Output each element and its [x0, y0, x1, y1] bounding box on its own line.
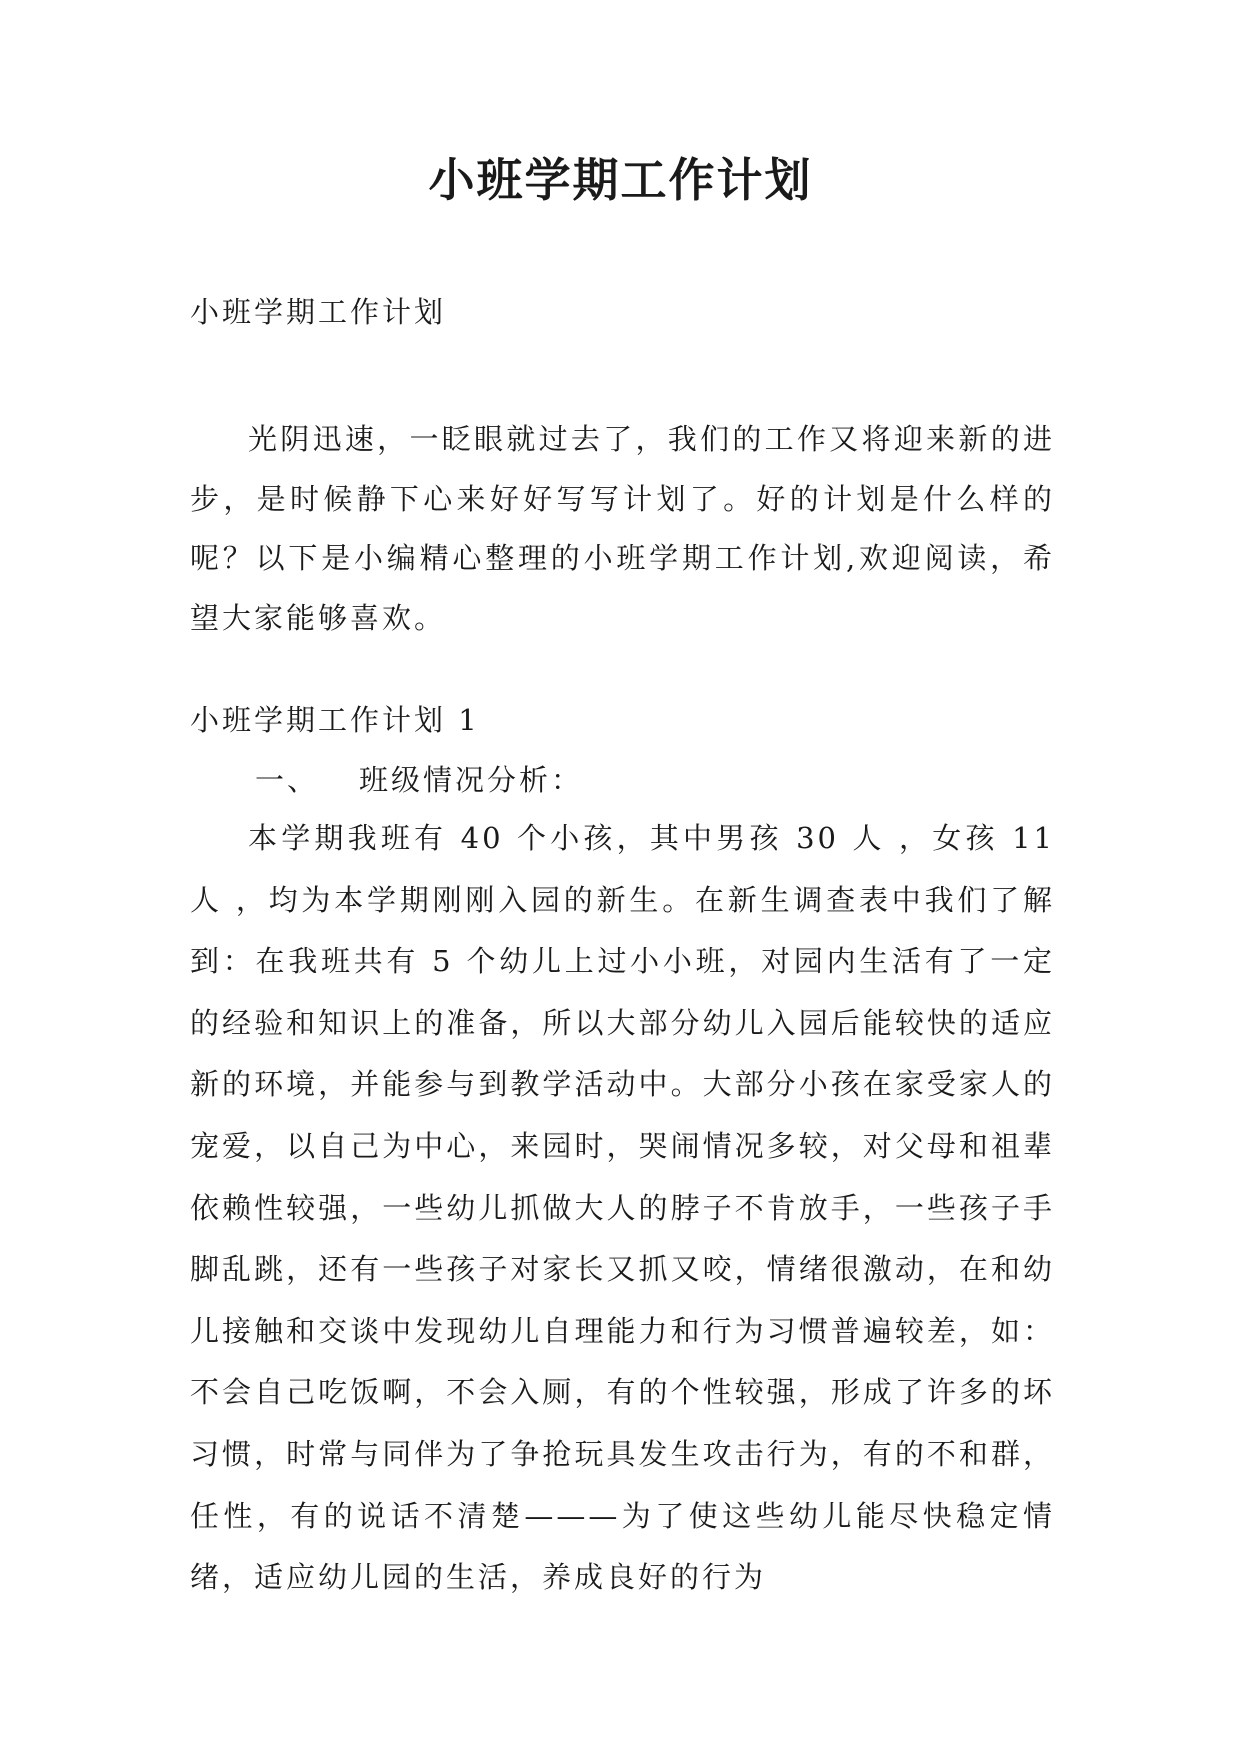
document-title: 小班学期工作计划: [428, 153, 813, 207]
body-paragraph: 本学期我班有 40 个小孩，其中男孩 30 人 ，女孩 11 人 ，均为本学期刚刚入园的新生。在新生调查表中我们了解到：在我班共有 5 个幼儿上过小小班，对园内生活有了一定的经验和知识上的准备，所以大部分幼儿入园后能较快的适应新的环境，并能参与到教学活动中。大部分小孩在家受家人的宠爱，以自己为中心，来园时，哭闹情况多较，对父母和祖辈依赖性较强，一些幼儿抓做大人的脖子不肯放手，一些孩子手脚乱跳，还有一些孩子对家长又抓又咬，情绪很激动，在和幼儿接触和交谈中发现幼儿自理能力和行为习惯普遍较差，如：不会自己吃饭啊，不会入厕，有的个性较强，形成了许多的坏习惯，时常与同伴为了争抢玩具发生攻击行为，有的不和群，任性，有的说话不清楚———为了使这些幼儿能尽快稳定情绪，适应幼儿园的生活，养成良好的行为: [190, 821, 1055, 1595]
section-heading: 小班学期工作计划 1: [190, 703, 480, 737]
intro-paragraph: 光阴迅速，一眨眼就过去了，我们的工作又将迎来新的进步，是时候静下心来好好写写计划了。好的计划是什么样的呢？以下是小编精心整理的小班学期工作计划,欢迎阅读，希望大家能够喜欢。: [190, 422, 1055, 635]
subsection-number: 一、: [255, 763, 320, 797]
subsection-heading: [190, 760, 1120, 800]
subsection-label: 班级情况分析：: [359, 763, 584, 797]
document-subtitle: 小班学期工作计划: [190, 295, 447, 329]
